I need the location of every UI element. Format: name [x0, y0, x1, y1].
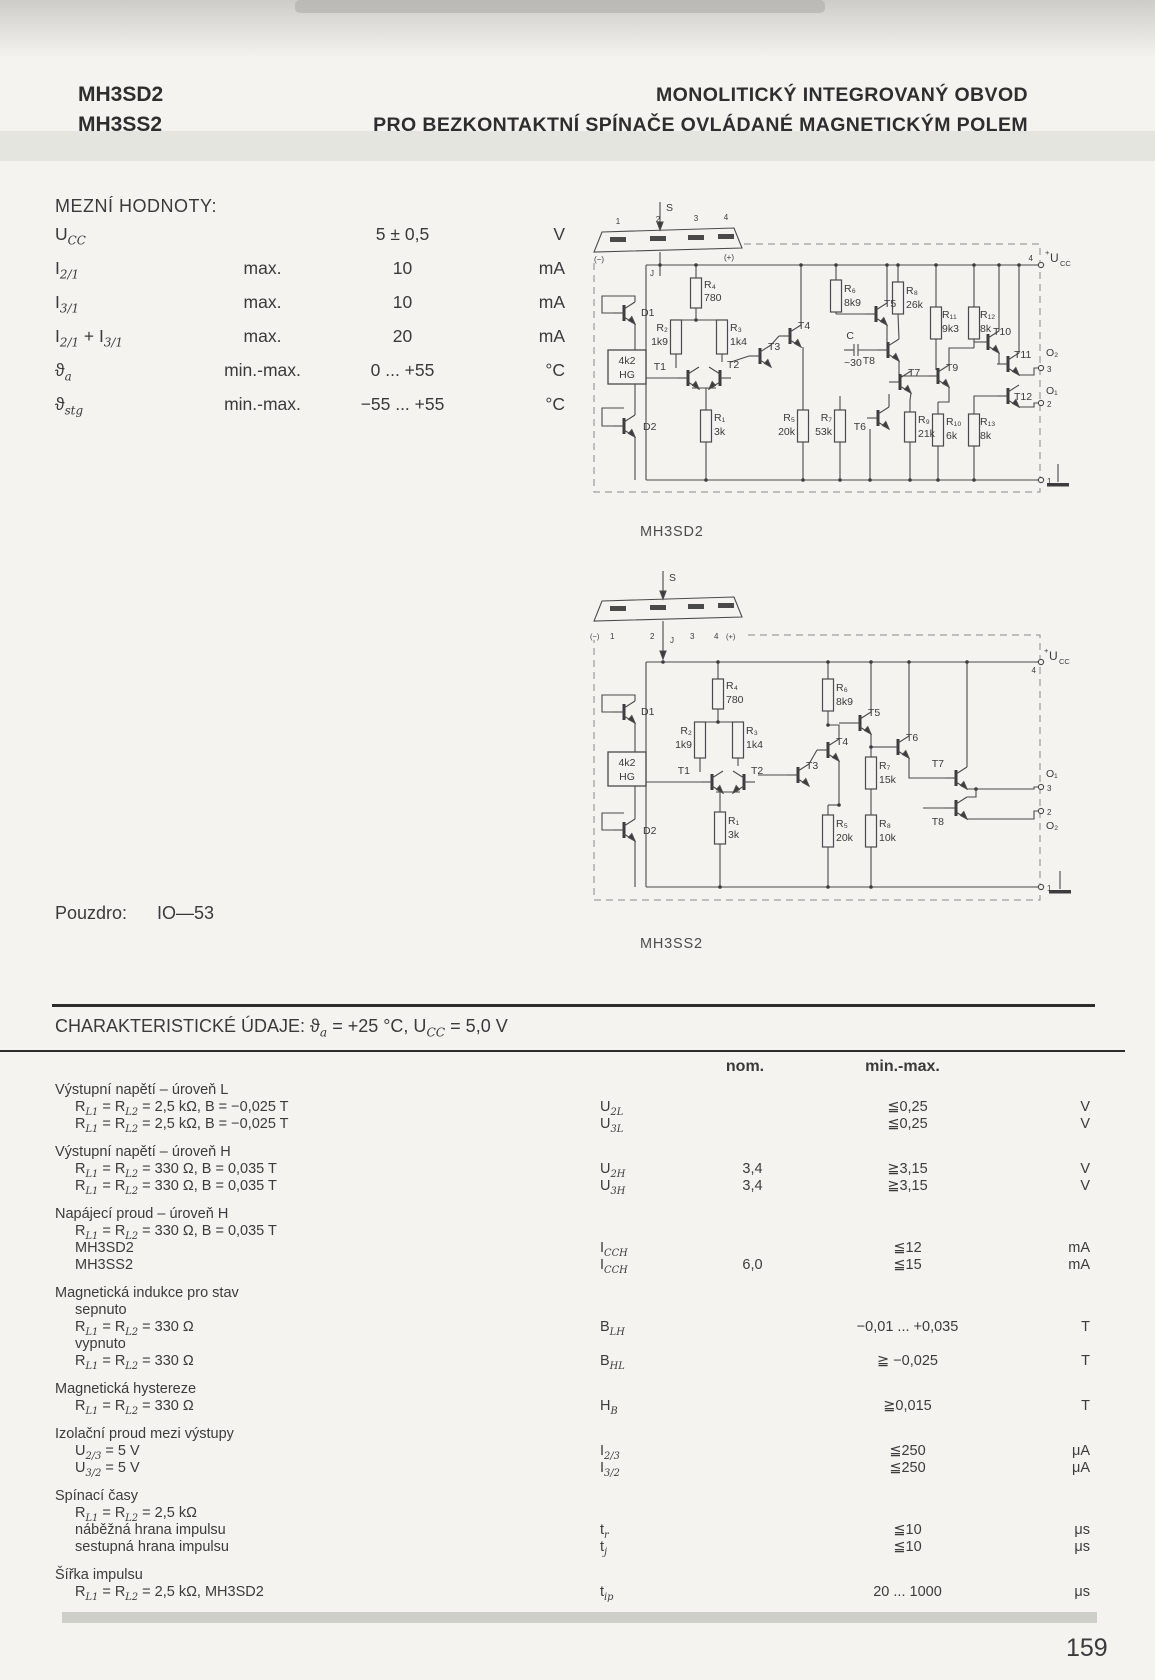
- pin-1-label: 1: [610, 632, 615, 641]
- row-condition: náběžná hrana impulsu: [75, 1522, 226, 1538]
- resistor-r3-value: 1k4: [746, 739, 763, 751]
- row-condition: $R_{L1} = R_{L2} = 330$ Ω, B = 0,035 T: [75, 1223, 277, 1242]
- table-row: [55, 1178, 1095, 1195]
- row-title: Magnetická indukce pro stav: [55, 1285, 239, 1301]
- magnet-s-label: S: [666, 202, 674, 214]
- row-unit: μA: [1071, 1443, 1090, 1459]
- table-row: [55, 1285, 1095, 1302]
- ucc-plus: +: [1044, 646, 1049, 655]
- limit-unit: mA: [538, 258, 565, 278]
- row-minmax: ≧3,15: [887, 1178, 928, 1194]
- row-unit: mA: [1068, 1240, 1090, 1256]
- limit-value: 10: [392, 258, 413, 278]
- transistor-t8-label: T8: [931, 816, 944, 828]
- row-minmax: ≦10: [893, 1522, 922, 1538]
- row-minmax: ≦250: [889, 1443, 926, 1459]
- row-condition: $R_{L1} = R_{L2} = 330$ Ω: [75, 1319, 194, 1338]
- row-symbol: $t_j$: [600, 1539, 608, 1558]
- row-symbol: $U_{2H}$: [600, 1161, 626, 1180]
- output-o2-label: O₂: [1046, 820, 1059, 832]
- resistor-r7-label: R₇: [820, 412, 832, 424]
- row-nom: 3,4: [742, 1178, 763, 1194]
- limit-value: −55 ... +55: [360, 394, 445, 414]
- row-title: Výstupní napětí – úroveň L: [55, 1082, 229, 1098]
- row-symbol: $H_B$: [600, 1398, 618, 1417]
- pin3-terminal-label: 3: [1047, 784, 1052, 793]
- row-unit: mA: [1068, 1257, 1090, 1273]
- resistor-r12-label: R₁₂: [980, 309, 996, 321]
- row-title: Šířka impulsu: [55, 1567, 143, 1583]
- row-minmax: 20 ... 1000: [873, 1584, 942, 1600]
- row-unit: μA: [1071, 1460, 1090, 1476]
- resistor-r9-label: R₉: [918, 414, 930, 426]
- transistor-t1-label: T1: [677, 765, 690, 777]
- row-nom: [695, 1099, 810, 1116]
- row-condition: $R_{L1} = R_{L2} = 2,5$ kΩ, MH3SD2: [75, 1584, 264, 1603]
- plus-label: (+): [724, 253, 734, 262]
- resistor-r5-label: R₅: [836, 818, 848, 830]
- resistor-r8-label: R₈: [906, 285, 918, 297]
- row-condition: $R_{L1} = R_{L2} = 330$ Ω: [75, 1353, 194, 1372]
- transistor-t12-label: T12: [1014, 391, 1033, 403]
- output-o1-label: O₁: [1046, 768, 1058, 780]
- transistor-t1-label: T1: [653, 361, 666, 373]
- resistor-r2-value: 1k9: [675, 739, 692, 751]
- row-nom: [695, 1460, 810, 1477]
- transistor-t5-label: T5: [868, 707, 881, 719]
- row-nom: [695, 1522, 810, 1539]
- table-row: [55, 1381, 1095, 1398]
- part-number-2: MH3SS2: [78, 113, 163, 136]
- circuit-diagram-mh3sd2: [588, 198, 1088, 508]
- limit-condition: max.: [243, 326, 282, 346]
- resistor-r6-label: R₆: [836, 682, 848, 694]
- limit-unit: V: [553, 224, 565, 244]
- limit-condition: max.: [243, 258, 282, 278]
- row-minmax: ≦250: [889, 1460, 926, 1476]
- table-row: [55, 1522, 1095, 1539]
- transistor-t5-label: T5: [884, 298, 897, 310]
- resistor-r9-value: 21k: [918, 428, 935, 440]
- resistor-r2-value: 1k9: [651, 336, 668, 348]
- row-nom: [695, 1443, 810, 1460]
- table-heading-rule: [0, 1050, 1125, 1052]
- part-number-1: MH3SD2: [78, 83, 164, 106]
- row-unit: V: [1080, 1116, 1090, 1132]
- row-condition: $R_{L1} = R_{L2} = 2,5$ kΩ, B = −0,025 T: [75, 1099, 289, 1118]
- pin3-terminal-label: 3: [1047, 365, 1052, 374]
- resistor-r3-label: R₃: [730, 322, 742, 334]
- limit-unit: mA: [538, 292, 565, 312]
- resistor-r4-value: 780: [726, 694, 744, 706]
- transistor-d1-label: D1: [641, 307, 655, 319]
- row-minmax: ≦0,25: [887, 1116, 928, 1132]
- transistor-t11-label: T11: [1014, 349, 1032, 361]
- pin-1-label: 1: [615, 217, 621, 226]
- row-minmax: ≧3,15: [887, 1161, 928, 1177]
- table-row: [55, 1567, 1095, 1584]
- row-symbol: $U_{3L}$: [600, 1116, 624, 1135]
- row-condition: MH3SS2: [75, 1257, 134, 1273]
- output-o2-label: O₂: [1046, 347, 1059, 359]
- ucc-sub: CC: [1060, 259, 1071, 268]
- row-condition: $R_{L1} = R_{L2} = 330$ Ω, B = 0,035 T: [75, 1178, 277, 1197]
- row-unit: V: [1080, 1099, 1090, 1115]
- table-row: [55, 1505, 1095, 1522]
- characteristics-heading: CHARAKTERISTICKÉ ÚDAJE: $ϑ_a = +25$ °C, $U_{CC} = 5,0$ V: [55, 1016, 508, 1040]
- row-nom: [695, 1584, 810, 1601]
- hall-generator-value: 4k2: [618, 757, 636, 769]
- row-symbol: $t_{ip}$: [600, 1584, 614, 1603]
- column-header-minmax: min.-max.: [865, 1058, 940, 1075]
- row-condition: MH3SD2: [75, 1240, 134, 1256]
- limit-condition: min.-max.: [224, 360, 301, 380]
- page-title: [373, 80, 1028, 140]
- table-top-rule: [52, 1004, 1095, 1007]
- limits-row: [55, 258, 565, 292]
- row-symbol: $I_{2/3}$: [600, 1443, 620, 1462]
- package-value: IO—53: [157, 903, 215, 923]
- table-row: [55, 1460, 1095, 1477]
- transistor-t2-label: T2: [751, 765, 764, 777]
- plus-label: (+): [726, 632, 736, 641]
- hall-generator-label: HG: [619, 771, 635, 783]
- table-row: [55, 1398, 1095, 1415]
- resistor-r4-value: 780: [704, 292, 722, 304]
- row-symbol: $I_{CCH}$: [600, 1240, 628, 1259]
- pin1-terminal-label: 1: [1047, 884, 1052, 893]
- row-unit: T: [1081, 1319, 1090, 1335]
- pin2-terminal-label: 2: [1047, 400, 1052, 409]
- resistor-r3-label: R₃: [746, 725, 758, 737]
- row-symbol: $B_{LH}$: [600, 1319, 625, 1338]
- transistor-t8-label: T8: [862, 355, 875, 367]
- table-row: [55, 1223, 1095, 1240]
- resistor-r7-label: R₇: [879, 760, 891, 772]
- row-nom: [695, 1353, 810, 1370]
- limits-row: [55, 326, 565, 360]
- pin-3-label: 3: [690, 632, 695, 641]
- package-label: Pouzdro:: [55, 903, 128, 923]
- capacitor-c-label: C: [846, 330, 854, 342]
- row-nom: [695, 1539, 810, 1556]
- table-row: [55, 1539, 1095, 1556]
- row-symbol: $U_{3H}$: [600, 1178, 626, 1197]
- transistor-t10-label: T10: [993, 326, 1012, 338]
- diagram2-caption: MH3SS2: [640, 936, 703, 952]
- row-nom: [695, 1319, 810, 1336]
- limit-value: 20: [392, 326, 413, 346]
- pin-2-label: 2: [650, 632, 655, 641]
- limit-value: 10: [392, 292, 413, 312]
- resistor-r11-value: 9k3: [942, 323, 959, 335]
- transistor-t6-label: T6: [906, 732, 919, 744]
- limits-row: [55, 224, 565, 258]
- hall-generator-value: 4k2: [618, 355, 636, 367]
- table-row: [55, 1488, 1095, 1505]
- limit-symbol: $I_{2/1}$: [55, 258, 80, 282]
- resistor-r11-label: R₁₁: [942, 309, 957, 321]
- transistor-t4-label: T4: [836, 736, 849, 748]
- row-title: Izolační proud mezi výstupy: [55, 1426, 234, 1442]
- resistor-r2-label: R₂: [680, 725, 692, 737]
- table-row: [55, 1257, 1095, 1274]
- limit-symbol: $I_{2/1} + I_{3/1}$: [55, 326, 123, 350]
- row-unit: μs: [1074, 1539, 1090, 1555]
- transistor-t3-label: T3: [806, 760, 819, 772]
- row-condition: vypnuto: [75, 1336, 126, 1352]
- j-label: J: [650, 269, 654, 278]
- row-unit: T: [1081, 1398, 1090, 1414]
- resistor-r7-value: 15k: [879, 774, 896, 786]
- transistor-d2-label: D2: [643, 825, 657, 837]
- package-outline: [594, 571, 742, 659]
- resistor-r1-label: R₁: [728, 815, 740, 827]
- resistor-r5-value: 20k: [778, 426, 795, 438]
- resistor-r8-value: 10k: [879, 832, 896, 844]
- table-row: [55, 1099, 1095, 1116]
- row-unit: T: [1081, 1353, 1090, 1369]
- circuit-wiring: [602, 659, 1071, 893]
- row-unit: V: [1080, 1161, 1090, 1177]
- circuit-labels: [594, 202, 1071, 486]
- limits-heading: MEZNÍ HODNOTY:: [55, 196, 218, 216]
- row-symbol: $I_{CCH}$: [600, 1257, 628, 1276]
- resistor-r5-label: R₅: [783, 412, 795, 424]
- table-row: [55, 1240, 1095, 1257]
- row-condition: $R_{L1} = R_{L2} = 2,5$ kΩ: [75, 1505, 197, 1524]
- resistor-r13-label: R₁₃: [980, 416, 996, 428]
- limit-symbol: $ϑ_{stg}$: [55, 394, 84, 418]
- transistor-t7-label: T7: [908, 367, 921, 379]
- row-condition: $R_{L1} = R_{L2} = 2,5$ kΩ, B = −0,025 T: [75, 1116, 289, 1135]
- limit-value: 0 ... +55: [370, 360, 435, 380]
- limit-condition: max.: [243, 292, 282, 312]
- row-condition: $R_{L1} = R_{L2} = 330$ Ω: [75, 1398, 194, 1417]
- row-unit: μs: [1074, 1584, 1090, 1600]
- page-number: 159: [1066, 1634, 1108, 1662]
- ucc-pin-label: 4: [1031, 666, 1036, 675]
- package-line: [55, 903, 214, 924]
- resistor-r5-value: 20k: [836, 832, 853, 844]
- resistor-r1-value: 3k: [714, 426, 726, 438]
- row-minmax: ≦0,25: [887, 1099, 928, 1115]
- row-nom: [695, 1240, 810, 1257]
- row-unit: V: [1080, 1178, 1090, 1194]
- pin-2-label: 2: [655, 215, 661, 224]
- table-row: [55, 1206, 1095, 1223]
- resistor-r10-value: 6k: [946, 430, 958, 442]
- row-nom: [695, 1116, 810, 1133]
- column-header-nom: nom.: [725, 1058, 765, 1075]
- row-symbol: $t_r$: [600, 1522, 609, 1541]
- limit-unit: °C: [545, 394, 565, 414]
- table-row: [55, 1353, 1095, 1370]
- resistor-r6-value: 8k9: [844, 297, 861, 309]
- row-minmax: ≧ −0,025: [877, 1353, 938, 1369]
- row-title: Magnetická hystereze: [55, 1381, 197, 1397]
- table-row: [55, 1082, 1095, 1099]
- table-row: [55, 1336, 1095, 1353]
- limits-table: [55, 224, 565, 428]
- circuit-wiring: [602, 262, 1069, 486]
- row-symbol: $B_{HL}$: [600, 1353, 625, 1372]
- transistor-t6-label: T6: [853, 421, 866, 433]
- row-minmax: ≧0,015: [883, 1398, 932, 1414]
- table-row: [55, 1302, 1095, 1319]
- limit-symbol: $I_{3/1}$: [55, 292, 80, 316]
- hall-generator-label: HG: [619, 369, 635, 381]
- title-line-1: MONOLITICKÝ INTEGROVANÝ OBVOD: [656, 84, 1028, 106]
- resistor-r6-label: R₆: [844, 283, 856, 295]
- output-o1-label: O₁: [1046, 385, 1058, 397]
- j-label: J: [670, 636, 674, 645]
- table-row: [55, 1443, 1095, 1460]
- row-condition: sepnuto: [75, 1302, 127, 1318]
- resistor-r10-label: R₁₀: [946, 416, 962, 428]
- resistor-r8-label: R₈: [879, 818, 891, 830]
- row-symbol: $U_{2L}$: [600, 1099, 624, 1118]
- row-condition: $R_{L1} = R_{L2} = 330$ Ω, B = 0,035 T: [75, 1161, 277, 1180]
- pin-4-label: 4: [723, 213, 729, 222]
- magnet-s-label: S: [669, 572, 677, 584]
- pin2-terminal-label: 2: [1047, 808, 1052, 817]
- minus-label: (−): [590, 632, 600, 641]
- pin1-terminal-label: 1: [1047, 477, 1052, 486]
- row-minmax: ≦12: [893, 1240, 922, 1256]
- minus-label: (−): [594, 255, 604, 264]
- table-row: [55, 1426, 1095, 1443]
- table-row: [55, 1584, 1095, 1601]
- limits-row: [55, 360, 565, 394]
- table-row: [55, 1161, 1095, 1178]
- ucc-label: U: [1050, 251, 1059, 265]
- row-minmax: ≦10: [893, 1539, 922, 1555]
- ucc-sub: CC: [1059, 657, 1070, 666]
- title-line-2: PRO BEZKONTAKTNÍ SPÍNAČE OVLÁDANÉ MAGNETICKÝM POLEM: [373, 114, 1028, 136]
- row-condition: sestupná hrana impulsu: [75, 1539, 229, 1555]
- resistor-r13-value: 8k: [980, 430, 992, 442]
- resistor-r1-label: R₁: [714, 412, 726, 424]
- row-minmax: −0,01 ... +0,035: [856, 1319, 959, 1335]
- limit-symbol: $ϑ_a$: [55, 360, 72, 384]
- scan-artifact-bottom-band: [62, 1612, 1097, 1623]
- resistor-r4-label: R₄: [726, 680, 738, 692]
- limits-row: [55, 292, 565, 326]
- table-row: [55, 1144, 1095, 1161]
- limit-symbol: $U_{CC}$: [55, 224, 86, 248]
- row-title: Napájecí proud – úroveň H: [55, 1206, 229, 1222]
- limits-row: [55, 394, 565, 428]
- resistor-r7-value: 53k: [815, 426, 832, 438]
- limit-unit: mA: [538, 326, 565, 346]
- transistor-t9-label: T9: [946, 362, 959, 374]
- row-condition: $U_{2/3} = 5$ V: [75, 1443, 140, 1462]
- resistor-r4-label: R₄: [704, 279, 716, 291]
- circuit-diagram-mh3ss2: [588, 565, 1088, 917]
- resistor-r2-label: R₂: [656, 322, 668, 334]
- characteristics-table: [55, 1082, 1095, 1601]
- resistor-r3-value: 1k4: [730, 336, 747, 348]
- table-row: [55, 1116, 1095, 1133]
- circuit-labels: [590, 572, 1070, 893]
- row-minmax: ≦15: [893, 1257, 922, 1273]
- table-row: [55, 1319, 1095, 1336]
- row-symbol: $I_{3/2}$: [600, 1460, 620, 1479]
- transistor-d1-label: D1: [641, 706, 655, 718]
- resistor-r1-value: 3k: [728, 829, 740, 841]
- limit-unit: °C: [545, 360, 565, 380]
- row-title: Výstupní napětí – úroveň H: [55, 1144, 231, 1160]
- transistor-t3-label: T3: [768, 341, 781, 353]
- pin-3-label: 3: [693, 214, 699, 223]
- resistor-r6-value: 8k9: [836, 696, 853, 708]
- row-nom: 3,4: [742, 1161, 763, 1177]
- resistor-r12-value: 8k: [980, 323, 992, 335]
- transistor-t2-label: T2: [727, 359, 740, 371]
- capacitor-c-value: ~30: [844, 357, 862, 369]
- resistor-r8-value: 26k: [906, 299, 923, 311]
- row-unit: μs: [1074, 1522, 1090, 1538]
- limit-condition: min.-max.: [224, 394, 301, 414]
- limit-value: 5 ± 0,5: [375, 224, 430, 244]
- transistor-d2-label: D2: [643, 421, 657, 433]
- diagram1-caption: MH3SD2: [640, 524, 704, 540]
- scan-artifact-top-smudge: [295, 0, 825, 13]
- ucc-label: U: [1049, 649, 1058, 663]
- pin-4-label: 4: [714, 632, 719, 641]
- row-title: Spínací časy: [55, 1488, 139, 1504]
- row-nom: [695, 1398, 810, 1415]
- ucc-plus: +: [1045, 248, 1050, 257]
- part-numbers: [78, 80, 163, 140]
- transistor-t4-label: T4: [798, 320, 811, 332]
- transistor-t7-label: T7: [931, 758, 944, 770]
- row-condition: $U_{3/2} = 5$ V: [75, 1460, 140, 1479]
- ucc-pin-label: 4: [1028, 254, 1033, 263]
- row-nom: 6,0: [742, 1257, 763, 1273]
